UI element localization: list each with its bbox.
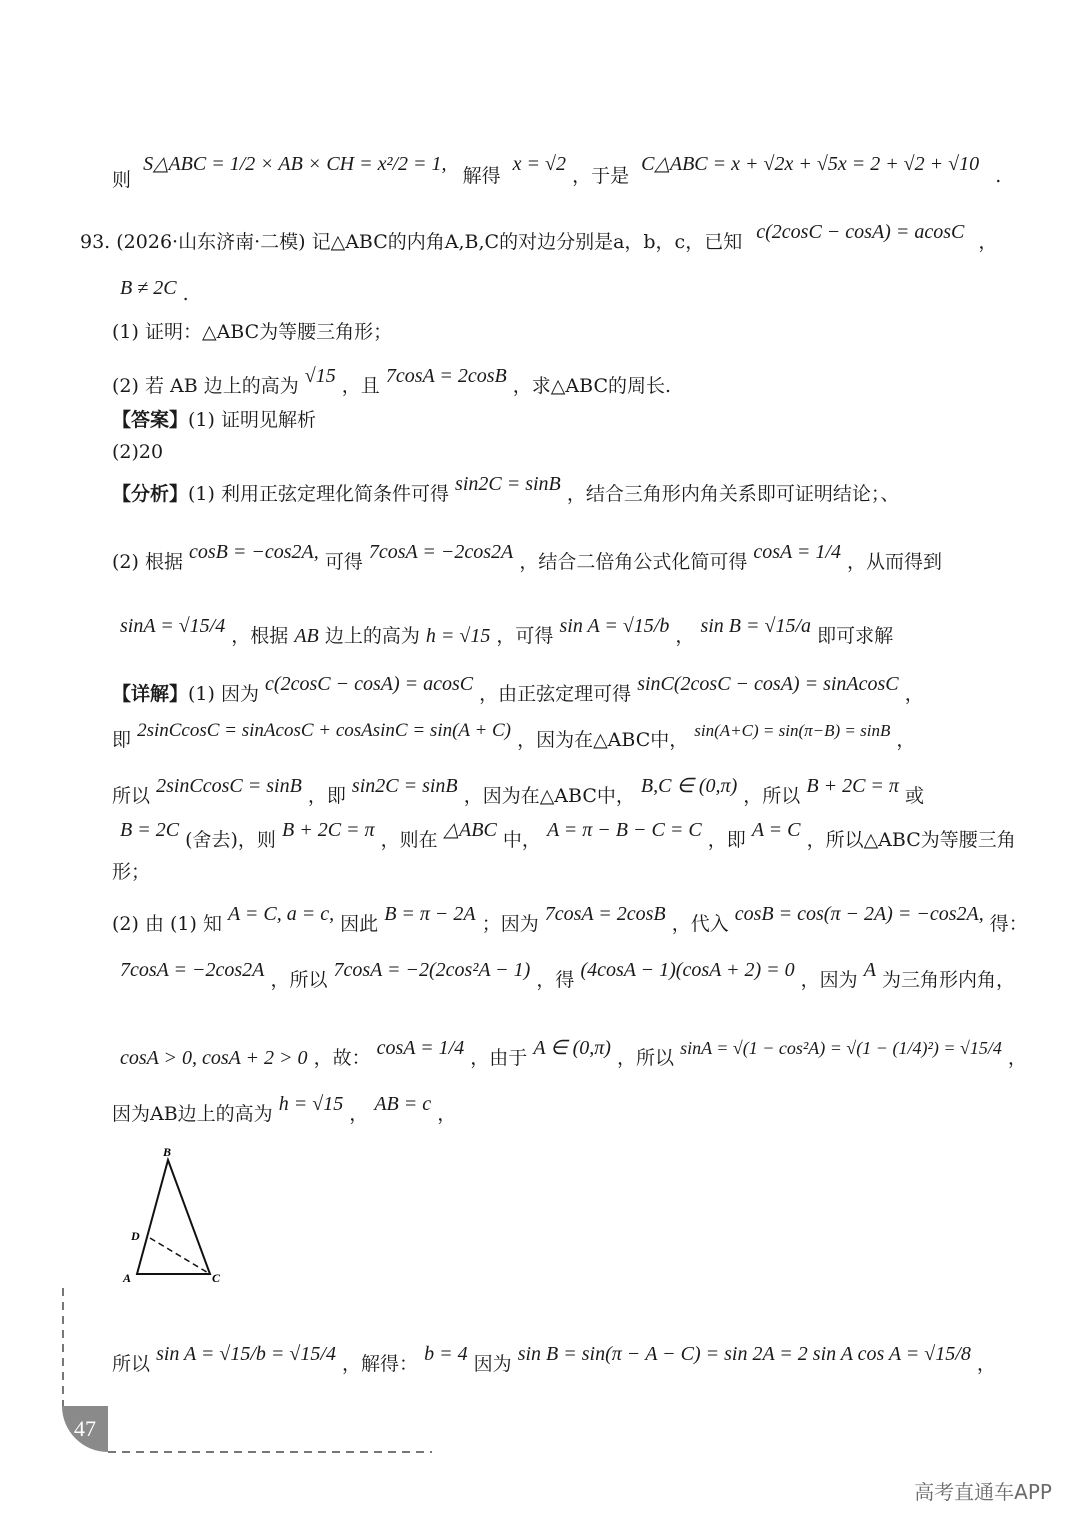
detail-text: 因为 <box>473 1353 512 1375</box>
detail-formula: A <box>863 959 876 981</box>
problem-part-1 <box>112 318 1020 346</box>
detail-formula: B + 2C = π <box>806 775 899 797</box>
label-b: B <box>163 1145 172 1159</box>
analysis-formula: h = √15 <box>425 625 491 647</box>
problem-condition-2 <box>120 274 1020 305</box>
detail-text: ，即 <box>707 829 746 851</box>
detail-label: 【详解】 <box>112 683 189 705</box>
analysis-formula: cosB = −cos2A, <box>189 541 319 563</box>
solve-text: 解得 <box>462 165 501 187</box>
detail-formula: sin B = sin(π − A − C) = sin 2A = 2 sin A cos A = √15/8 <box>517 1343 971 1365</box>
detail-formula: h = √15 <box>278 1093 344 1115</box>
detail-text: (舍去)，则 <box>185 829 276 851</box>
end-dot: . <box>995 165 1002 187</box>
detail-text: ，解得： <box>342 1353 419 1375</box>
detail-text: 即 <box>112 729 132 751</box>
detail-text: ，所以 <box>743 785 801 807</box>
detail-line-5 <box>112 858 1020 886</box>
x-value: x = √2 <box>512 153 567 175</box>
detail-text: ， <box>904 683 924 705</box>
analysis-text: ，结合三角形内角关系即可证明结论；、 <box>566 483 900 505</box>
detail-line-1 <box>112 673 1020 708</box>
answer-line-2 <box>112 438 1020 466</box>
ze-text: 则 <box>112 169 132 191</box>
part-2-text-a: (2) 若 AB 边上的高为 <box>112 375 299 397</box>
detail-formula: B = π − 2A <box>384 903 476 925</box>
detail-text: (2) 由 (1) 知 <box>112 913 222 935</box>
detail-text: ，所以 <box>270 969 328 991</box>
detail-formula: AB = c <box>374 1093 432 1115</box>
dot: . <box>182 283 189 305</box>
detail-formula: B + 2C = π <box>281 819 375 841</box>
detail-line-9 <box>112 1093 1020 1128</box>
detail-formula: sin2C = sinB <box>351 775 458 797</box>
analysis-label: 【分析】 <box>112 483 189 505</box>
detail-text: 为三角形内角， <box>882 969 1016 991</box>
detail-formula: A = C, a = c, <box>228 903 335 925</box>
area-formula: S△ABC = 1/2 × AB × CH = x²/2 = 1, <box>143 153 447 175</box>
detail-line-7 <box>120 959 1020 994</box>
page-corner-frame <box>62 1288 442 1456</box>
detail-formula: sin(A+C) = sin(π−B) = sinB <box>694 721 891 740</box>
detail-text: ，由于 <box>470 1047 528 1069</box>
detail-text: ，即 <box>307 785 346 807</box>
answer-1: (1) 证明见解析 <box>188 409 316 431</box>
detail-formula: c(2cosC − cosA) = acosC <box>265 673 474 695</box>
detail-text: ， <box>349 1103 369 1125</box>
detail-text: 得： <box>989 913 1028 935</box>
altitude-cd <box>150 1238 210 1274</box>
part-2-condition: 7cosA = 2cosB <box>385 365 507 387</box>
detail-text: 形； <box>112 861 151 883</box>
perimeter-formula: C△ABC = x + √2x + √5x = 2 + √2 + √10 <box>641 153 980 175</box>
detail-text: ，由正弦定理可得 <box>479 683 632 705</box>
answer-label: 【答案】 <box>112 409 189 431</box>
detail-formula: sin A = √15/b = √15/4 <box>156 1343 336 1365</box>
detail-formula: b = 4 <box>424 1343 468 1365</box>
detail-text: ， <box>1007 1047 1027 1069</box>
analysis-text: ，从而得到 <box>847 551 943 573</box>
analysis-line-2 <box>112 541 1020 576</box>
detail-formula: cosB = cos(π − 2A) = −cos2A, <box>734 903 984 925</box>
part-2-height: √15 <box>304 365 336 387</box>
detail-text: ， <box>976 1353 996 1375</box>
analysis-text: ，可得 <box>496 625 554 647</box>
problem-stem-text: 记△ABC的内角A,B,C的对边分别是a，b，c，已知 <box>311 231 743 253</box>
problem-condition: c(2cosC − cosA) = acosC <box>756 221 965 243</box>
problem-number: 93. <box>80 231 111 253</box>
detail-line-4 <box>120 819 1020 854</box>
detail-text: ，故： <box>313 1047 371 1069</box>
analysis-formula: sin A = √15/b <box>559 615 670 637</box>
detail-formula: 2sinCcosC = sinB <box>156 775 302 797</box>
detail-line-6 <box>112 903 1028 938</box>
analysis-formula: 7cosA = −2cos2A <box>368 541 514 563</box>
part-2-text-b: ，且 <box>341 375 380 397</box>
analysis-text: 可得 <box>324 551 363 573</box>
detail-text: ，因为在△ABC中， <box>517 729 689 751</box>
detail-text: ，因为 <box>800 969 858 991</box>
detail-formula: A = π − B − C = C <box>546 819 702 841</box>
detail-text: ，代入 <box>671 913 729 935</box>
comma: ， <box>978 231 998 253</box>
detail-formula: △ABC <box>443 819 497 841</box>
detail-formula: 7cosA = −2cos2A <box>120 959 265 981</box>
label-d: D <box>131 1229 140 1243</box>
analysis-formula: sin B = √15/a <box>700 615 812 637</box>
detail-text: 因为AB边上的高为 <box>112 1103 273 1125</box>
detail-formula: B,C ∈ (0,π) <box>640 775 738 797</box>
detail-formula: 2sinCcosC = sinAcosC + cosAsinC = sin(A + C) <box>137 720 512 741</box>
analysis-formula: cosA = 1/4 <box>753 541 841 563</box>
watermark: 高考直通车APP <box>914 1480 1052 1504</box>
label-c: C <box>212 1271 221 1285</box>
analysis-formula: AB <box>294 625 319 647</box>
part-2-text-d: ，求△ABC的周长. <box>512 375 672 397</box>
detail-text: ，则在 <box>380 829 438 851</box>
analysis-text: ， <box>675 625 695 647</box>
detail-formula: (4cosA − 1)(cosA + 2) = 0 <box>580 959 795 981</box>
analysis-text: 即可求解 <box>817 625 894 647</box>
detail-line-3 <box>112 775 1020 810</box>
detail-formula: 7cosA = 2cosB <box>544 903 666 925</box>
label-a: A <box>123 1271 132 1285</box>
detail-text: (1) 因为 <box>188 683 259 705</box>
analysis-formula: sinA = √15/4 <box>120 615 226 637</box>
detail-line-8 <box>120 1037 1027 1072</box>
detail-formula: B = 2C <box>120 819 180 841</box>
detail-line-2 <box>112 720 1020 755</box>
yushi-text: ，于是 <box>572 165 630 187</box>
detail-text: ，所以 <box>617 1047 675 1069</box>
detail-formula: cosA = 1/4 <box>376 1037 465 1059</box>
triangle-figure <box>120 1140 240 1290</box>
detail-text: ， <box>437 1103 457 1125</box>
detail-text: 所以 <box>112 785 151 807</box>
detail-text: ，所以△ABC为等腰三角 <box>806 829 1016 851</box>
answer-line-1 <box>112 406 1020 434</box>
problem-source: (2026·山东济南·二模) <box>116 231 306 253</box>
detail-formula: sinA = √(1 − cos²A) = √(1 − (1/4)²) = √15/4 <box>680 1038 1002 1058</box>
analysis-text: ，结合二倍角公式化简可得 <box>519 551 748 573</box>
part-1-text: (1) 证明：△ABC为等腰三角形； <box>112 321 393 343</box>
detail-text: 中， <box>502 829 541 851</box>
detail-formula: 7cosA = −2(2cos²A − 1) <box>333 959 531 981</box>
detail-text: ， <box>896 729 916 751</box>
detail-text: 或 <box>904 785 924 807</box>
answer-2: (2)20 <box>112 441 164 463</box>
detail-formula: sinC(2cosC − cosA) = sinAcosC <box>637 673 899 695</box>
page-number: 47 <box>62 1406 108 1452</box>
prev-solution-line <box>112 150 1020 191</box>
detail-text: ；因为 <box>481 913 539 935</box>
b-ne-2c: B ≠ 2C <box>120 277 177 299</box>
analysis-line-1 <box>112 473 1020 508</box>
analysis-text: ，根据 <box>231 625 289 647</box>
analysis-text: (1) 利用正弦定理化简条件可得 <box>188 483 449 505</box>
detail-formula: cosA > 0, cosA + 2 > 0 <box>120 1047 308 1069</box>
detail-text: 所以 <box>112 1353 151 1375</box>
analysis-line-3 <box>120 615 1020 650</box>
analysis-text: 边上的高为 <box>324 625 420 647</box>
detail-text: 因此 <box>340 913 379 935</box>
detail-formula: A ∈ (0,π) <box>533 1037 611 1059</box>
analysis-formula: sin2C = sinB <box>455 473 561 495</box>
triangle-abc <box>137 1160 210 1274</box>
detail-formula: A = C <box>751 819 801 841</box>
detail-text: ，得 <box>536 969 575 991</box>
problem-stem <box>80 221 1020 256</box>
problem-part-2 <box>112 365 1020 400</box>
analysis-text: (2) 根据 <box>112 551 183 573</box>
detail-text: ，因为在△ABC中， <box>463 785 635 807</box>
